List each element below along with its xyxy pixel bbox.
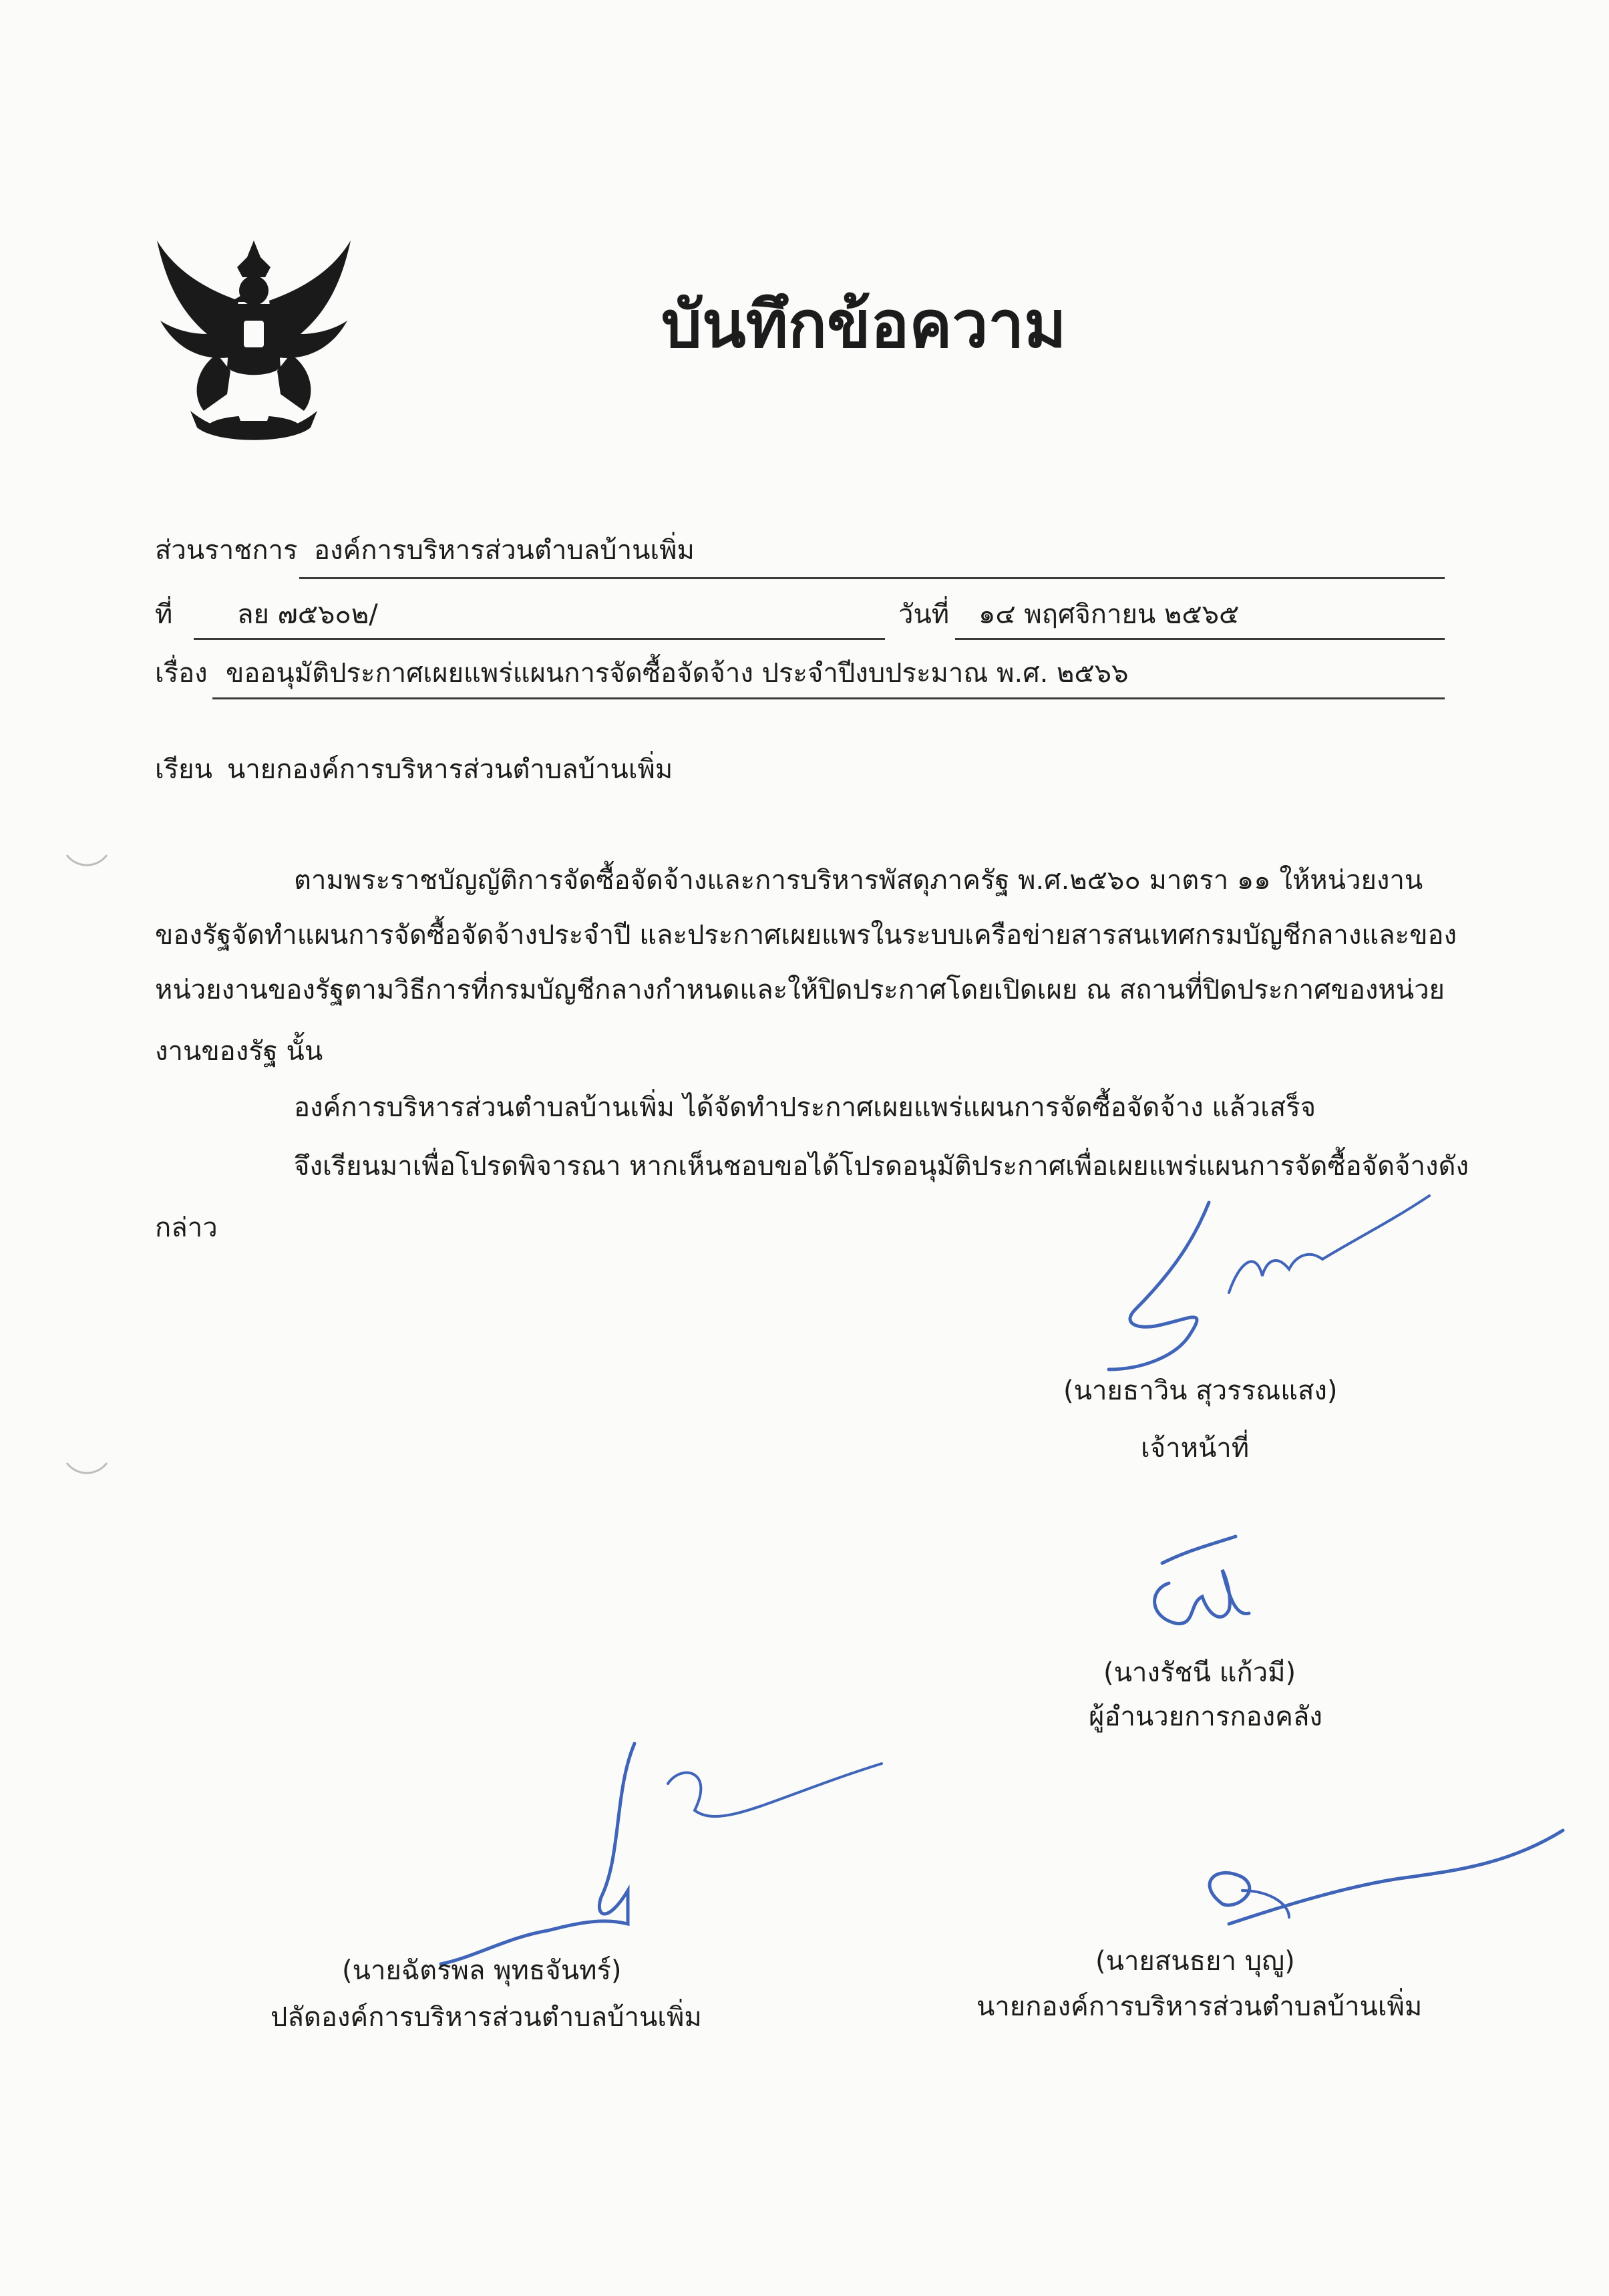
- to-label: เรียน: [155, 754, 212, 785]
- finance-title: ผู้อำนวยการกองคลัง: [1089, 1701, 1322, 1732]
- finance-signature: [1122, 1523, 1256, 1643]
- garuda-emblem-icon: [150, 227, 357, 454]
- punch-hole-mark: [63, 848, 110, 875]
- memo-title: บันทึกข้อความ: [661, 287, 1067, 362]
- body-line: หน่วยงานของรัฐตามวิธีการที่กรมบัญชีกลางกำหนดและให้ปิดประกาศโดยเปิดเผย ณ สถานที่ปิดประกาศของหน่วย: [155, 975, 1445, 1005]
- subject-underline: [212, 697, 1445, 699]
- officer-title: เจ้าหน้าที่: [1141, 1433, 1250, 1464]
- clerk-signature: [414, 1724, 895, 1964]
- ref-underline: [194, 638, 885, 640]
- body-line: ตามพระราชบัญญัติการจัดซื้อจัดจ้างและการบริหารพัสดุภาครัฐ พ.ศ.๒๕๖๐ มาตรา ๑๑ ให้หน่วยงาน: [294, 865, 1423, 896]
- body-line: กล่าว: [155, 1212, 218, 1243]
- finance-name: (นางรัชนี แก้วมี): [1103, 1657, 1296, 1688]
- officer-name: (นายธาวิน สุวรรณแสง): [1063, 1375, 1338, 1406]
- body-line: จึงเรียนมาเพื่อโปรดพิจารณา หากเห็นชอบขอได้โปรดอนุมัติประกาศเพื่อเผยแพร่แผนการจัดซื้อจัดจ้างดัง: [294, 1151, 1469, 1182]
- mayor-signature: [1155, 1804, 1570, 1951]
- date-underline: [955, 638, 1445, 640]
- agency-value: องค์การบริหารส่วนตำบลบ้านเพิ่ม: [314, 535, 695, 566]
- subject-value: ขออนุมัติประกาศเผยแพร่แผนการจัดซื้อจัดจ้าง ประจำปีงบประมาณ พ.ศ. ๒๕๖๖: [226, 658, 1129, 689]
- mayor-title: นายกองค์การบริหารส่วนตำบลบ้านเพิ่ม: [976, 1991, 1423, 2022]
- body-line: องค์การบริหารส่วนตำบลบ้านเพิ่ม ได้จัดทำประกาศเผยแพร่แผนการจัดซื้อจัดจ้าง แล้วเสร็จ: [294, 1092, 1316, 1123]
- body-line: ของรัฐจัดทำแผนการจัดซื้อจัดจ้างประจำปี และประกาศเผยแพรในระบบเครือข่ายสารสนเทศกรมบัญชีกลางและของ: [155, 920, 1457, 951]
- officer-signature: [1095, 1176, 1443, 1376]
- punch-hole-mark: [63, 1456, 110, 1483]
- clerk-name: (นายฉัตรพล พุทธจันทร์): [342, 1955, 622, 1986]
- date-value: ๑๔ พฤศจิกายน ๒๕๖๕: [978, 599, 1240, 630]
- agency-underline: [299, 577, 1445, 579]
- agency-label: ส่วนราชการ: [155, 535, 298, 566]
- date-label: วันที่: [898, 599, 950, 630]
- to-value: นายกองค์การบริหารส่วนตำบลบ้านเพิ่ม: [227, 754, 673, 785]
- subject-label: เรื่อง: [155, 658, 208, 689]
- ref-value: ลย ๗๕๖๐๒/: [237, 599, 378, 630]
- mayor-name: (นายสนธยา บุญู): [1095, 1946, 1295, 1977]
- clerk-title: ปลัดองค์การบริหารส่วนตำบลบ้านเพิ่ม: [271, 2002, 702, 2033]
- ref-label: ที่: [155, 599, 173, 630]
- body-line: งานของรัฐ นั้น: [155, 1036, 323, 1067]
